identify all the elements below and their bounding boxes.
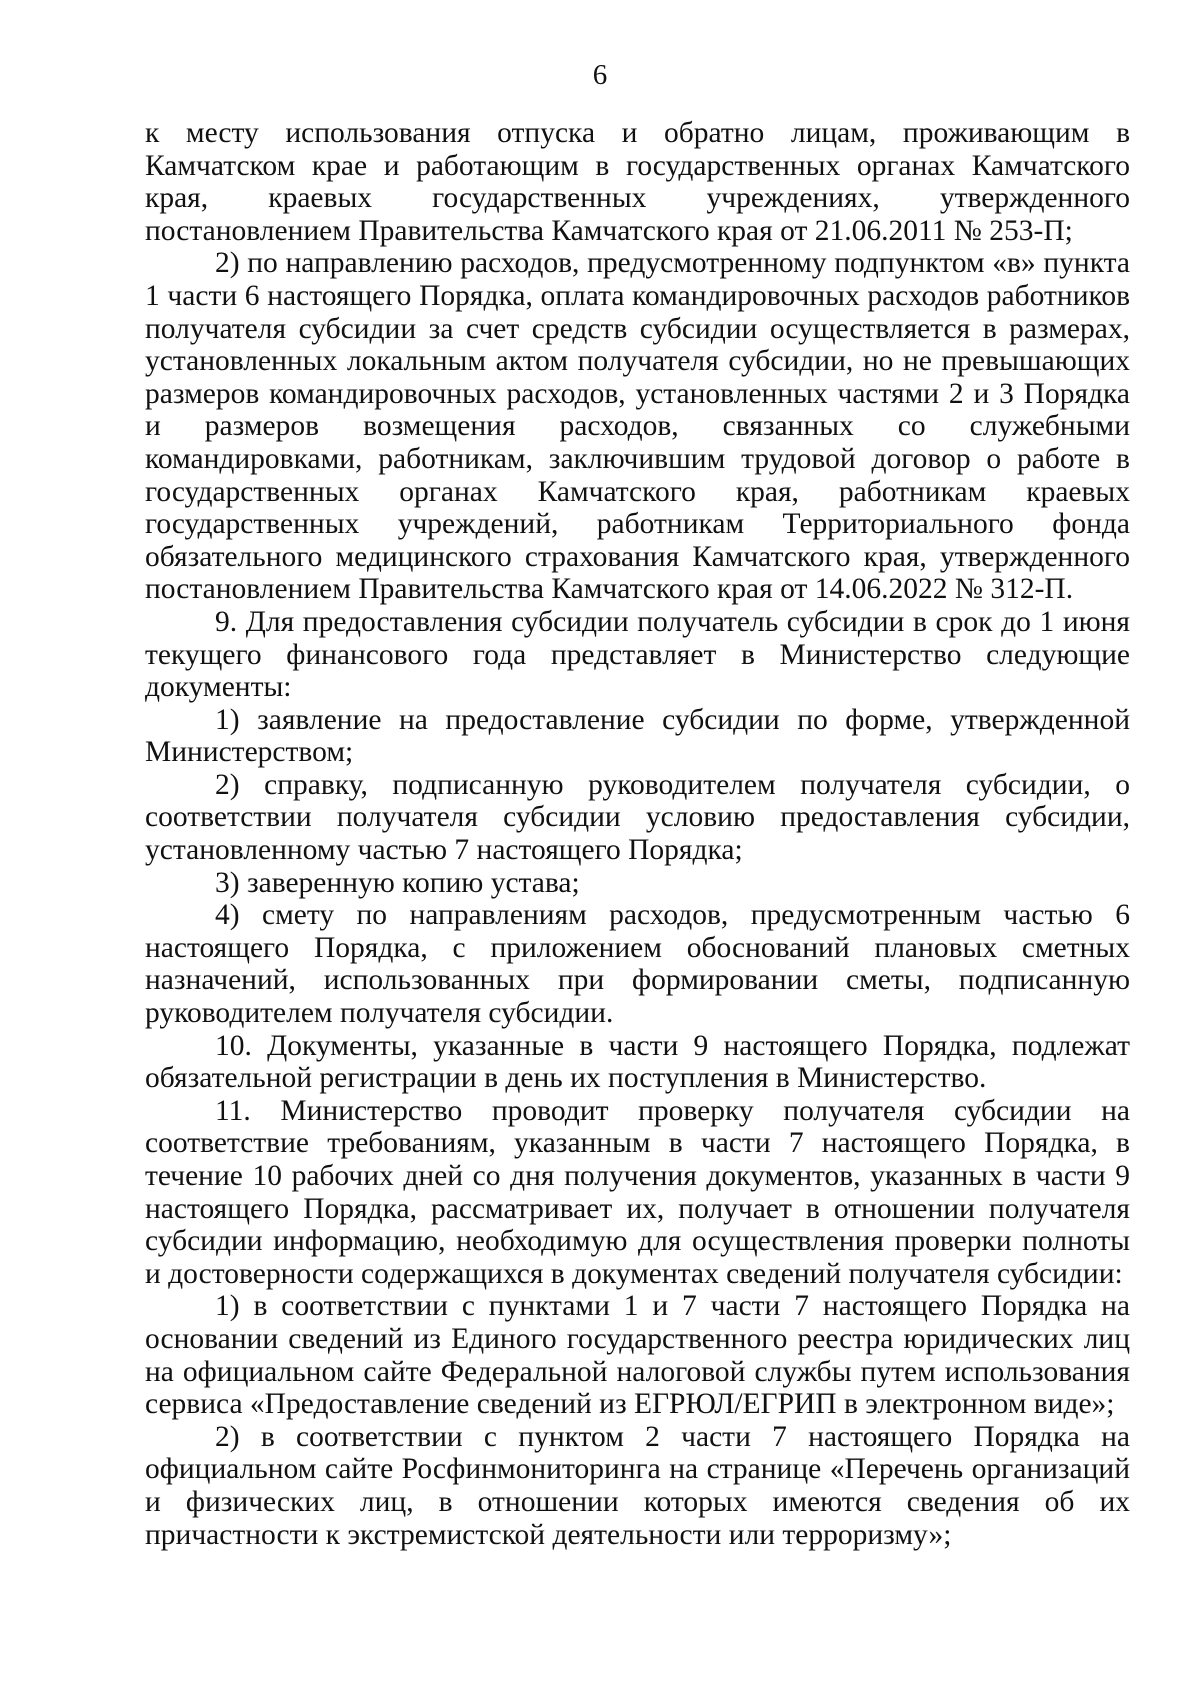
paragraph-section-9: 9. Для предоставления субсидии получатель субсидии в срок до 1 июня текущего финансового года представляет в Министерство следующие документы: (145, 605, 1130, 704)
paragraph-section-9-item-2: 2) справку, подписанную руководителем получателя субсидии, о соответствии получателя субсидии условию предоставления субсидии, установленному частью 7 настоящего Порядка; (145, 768, 1130, 867)
paragraph-section-11-item-1: 1) в соответствии с пунктами 1 и 7 части 7 настоящего Порядка на основании сведений из Единого государственного реестра юридических лиц на официальном сайте Федеральной налоговой службы путем использования сервиса «Предоставление сведений из ЕГРЮЛ/ЕГРИП в электронном виде»; (145, 1290, 1130, 1421)
paragraph-section-9-item-4: 4) смету по направлениям расходов, предусмотренным частью 6 настоящего Порядка, с приложением обоснований плановых сметных назначений, использованных при формировании сметы, подписанную руководителем получателя субсидии. (145, 899, 1130, 1030)
paragraph-section-11: 11. Министерство проводит проверку получателя субсидии на соответствие требованиям, указанным в части 7 настоящего Порядка, в течение 10 рабочих дней со дня получения документов, указанных в части 9 настоящего Порядка, рассматривает их, получает в отношении получателя субсидии информацию, необходимую для осуществления проверки полноты и достоверности содержащихся в документах сведений получателя субсидии: (145, 1094, 1130, 1290)
paragraph-section-10: 10. Документы, указанные в части 9 настоящего Порядка, подлежат обязательной регистрации в день их поступления в Министерство. (145, 1029, 1130, 1095)
document-body (145, 117, 1130, 1551)
paragraph-item-2-travel-expenses: 2) по направлению расходов, предусмотренному подпунктом «в» пункта 1 части 6 настоящего Порядка, оплата командировочных расходов работников получателя субсидии за счет средств субсидии осуществляется в размерах, установленных локальным актом получателя субсидии, но не превышающих размеров командировочных расходов, установленных частями 2 и 3 Порядка и размеров возмещения расходов, связанных со служебными командировками, работникам, заключившим трудовой договор о работе в государственных органах Камчатского края, работникам краевых государственных учреждений, работникам Территориального фонда обязательного медицинского страхования Камчатского края, утвержденного постановлением Правительства Камчатского края от 14.06.2022 № 312-П. (145, 247, 1130, 606)
paragraph-section-11-item-2: 2) в соответствии с пунктом 2 части 7 настоящего Порядка на официальном сайте Росфинмониторинга на странице «Перечень организаций и физических лиц, в отношении которых имеются сведения об их причастности к экстремистской деятельности или терроризму»; (145, 1420, 1130, 1551)
page-number: 6 (592, 59, 608, 91)
paragraph-continuation: к месту использования отпуска и обратно лицам, проживающим в Камчатском крае и работающим в государственных органах Камчатского края, краевых государственных учреждениях, утвержденного постановлением Правительства Камчатского края от 21.06.2011 № 253-П; (145, 117, 1130, 247)
paragraph-section-9-item-1: 1) заявление на предоставление субсидии по форме, утвержденной Министерством; (145, 703, 1130, 769)
paragraph-section-9-item-3: 3) заверенную копию устава; (215, 866, 580, 899)
